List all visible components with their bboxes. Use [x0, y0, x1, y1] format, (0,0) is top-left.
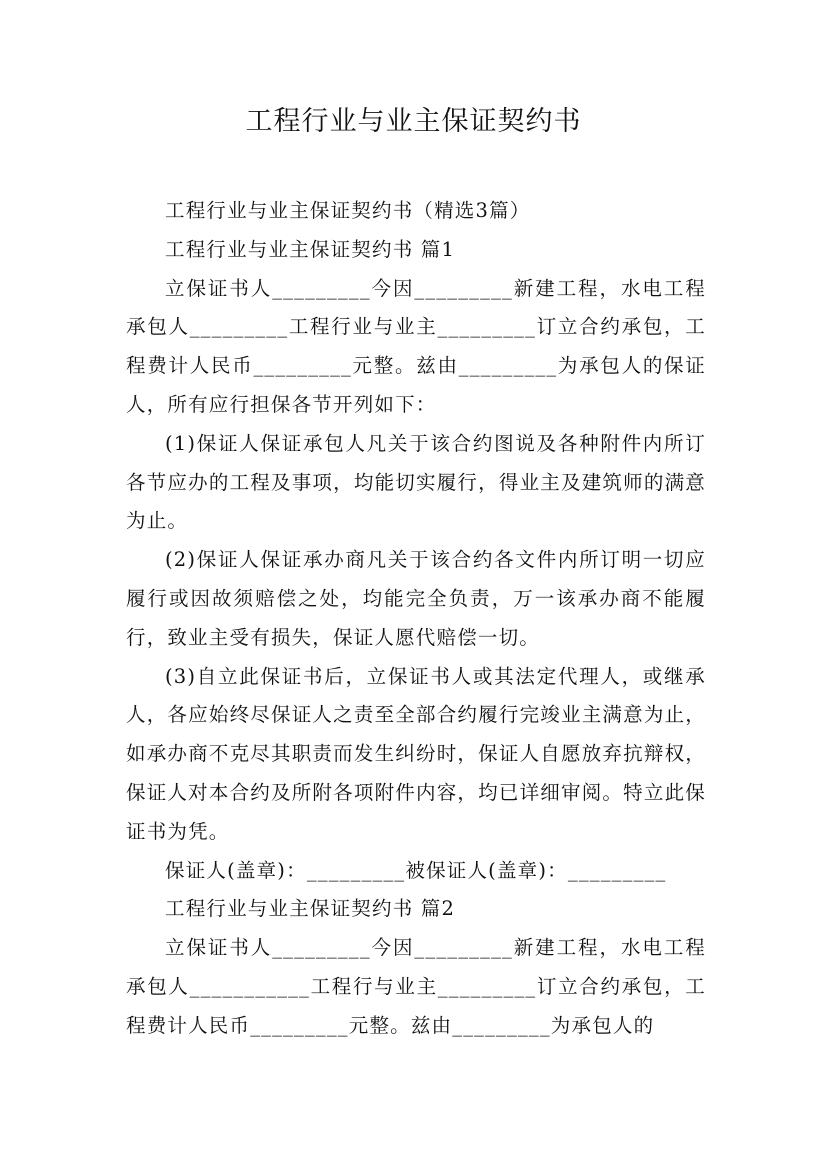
subtitle-paragraph: 工程行业与业主保证契约书（精选3篇） — [165, 199, 531, 222]
signature-line: 保证人(盖章)：_________被保证人(盖章)：_________ — [165, 858, 667, 882]
body-paragraph: 立保证书人_________今因_________新建工程，水电工程承包人_________工程行业与业主_________订立合约承包，工程费计人民币_________元整。兹由_________为承包人的保证人，所有应行担保各节开列如下： — [126, 276, 706, 416]
body-paragraph-2: 立保证书人_________今因_________新建工程，水电工程承包人___________工程行与业主_________订立合约承包，工程费计人民币_________元整。兹由_________为承包人的 — [126, 936, 706, 1037]
document-body — [126, 192, 706, 1046]
section-heading-1: 工程行业与业主保证契约书 篇1 — [165, 237, 456, 261]
clause-paragraph-2: (2)保证人保证承办商凡关于该合约各文件内所订明一切应履行或因故须赔偿之处，均能完全负责，万一该承办商不能履行，致业主受有损失，保证人愿代赔偿一切。 — [126, 548, 706, 649]
section-heading-2: 工程行业与业主保证契约书 篇2 — [165, 897, 456, 921]
clause-paragraph-3: (3)自立此保证书后，立保证书人或其法定代理人，或继承人，各应始终尽保证人之责至全部合约履行完竣业主满意为止，如承办商不克尽其职责而发生纠纷时，保证人自愿放弃抗辩权，保证人对本合约及所附各项附件内容，均已详细审阅。特立此保证书为凭。 — [126, 664, 706, 843]
clause-paragraph-1: (1)保证人保证承包人凡关于该合约图说及各种附件内所订各节应办的工程及事项，均能切实履行，得业主及建筑师的满意为止。 — [126, 431, 706, 533]
document-title: 工程行业与业主保证契约书 — [245, 106, 582, 137]
